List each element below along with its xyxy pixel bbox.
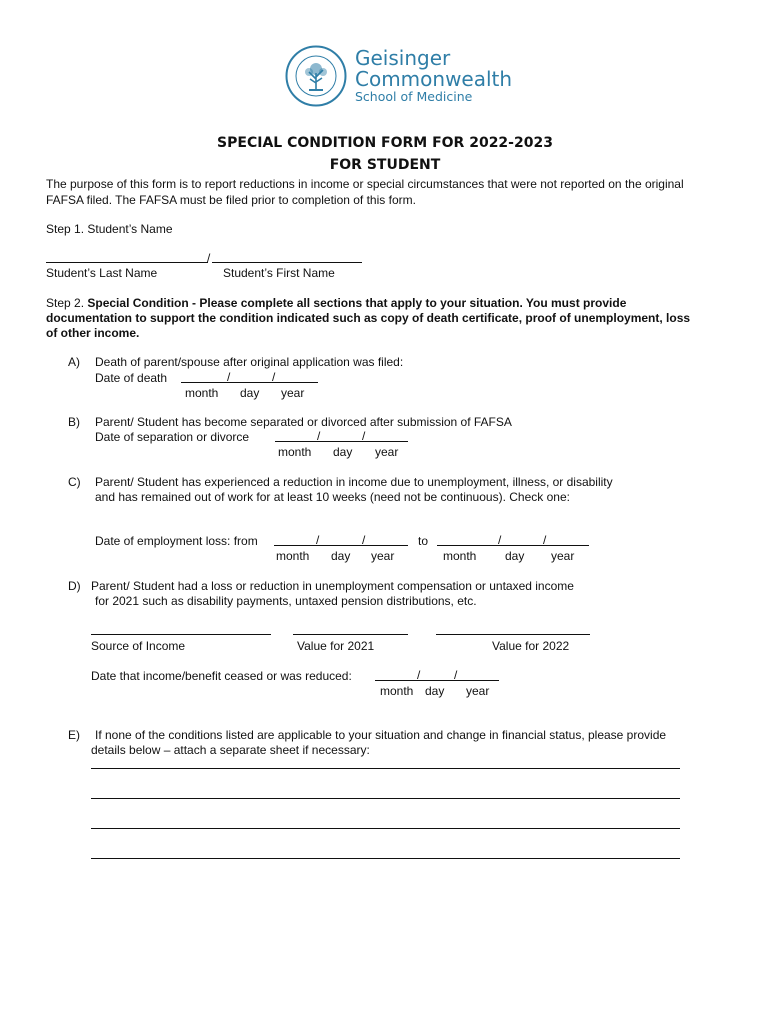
separation-date-field[interactable]	[275, 441, 408, 442]
month-label: month	[276, 549, 310, 563]
date-slash: /	[454, 668, 458, 682]
section-c-letter: C)	[68, 475, 81, 489]
loss-from-date-field[interactable]	[274, 545, 408, 546]
section-b-letter: B)	[68, 415, 80, 429]
school-seal-logo	[285, 45, 347, 107]
logo-name-line1: Geisinger	[355, 46, 451, 70]
value-2022-field[interactable]	[436, 634, 590, 635]
source-of-income-field[interactable]	[91, 634, 271, 635]
section-d-text1: Parent/ Student had a loss or reduction in unemployment compensation or untaxed income	[91, 579, 574, 593]
intro-line1: The purpose of this form is to report reductions in income or special circumstances that were not reported on the original	[46, 177, 684, 191]
date-slash: /	[227, 370, 231, 384]
section-b-text: Parent/ Student has become separated or divorced after submission of FAFSA	[95, 415, 512, 429]
month-label: month	[278, 445, 312, 459]
logo-name-line3: School of Medicine	[355, 89, 473, 104]
first-name-label: Student’s First Name	[223, 266, 335, 280]
year-label: year	[371, 549, 395, 563]
year-label: year	[375, 445, 399, 459]
section-c-text1: Parent/ Student has experienced a reduction in income due to unemployment, illness, or disability	[95, 475, 613, 489]
section-d-text2: for 2021 such as disability payments, untaxed pension distributions, etc.	[95, 594, 477, 608]
logo-name-line2: Commonwealth	[355, 67, 513, 91]
source-of-income-label: Source of Income	[91, 639, 186, 653]
day-label: day	[505, 549, 525, 563]
details-line-2[interactable]	[91, 798, 680, 799]
step2-line2: documentation to support the condition indicated such as copy of death certificate, proof of unemployment, loss	[46, 311, 691, 325]
date-slash: /	[417, 668, 421, 682]
value-2021-field[interactable]	[293, 634, 408, 635]
date-slash: /	[362, 533, 366, 547]
last-name-label: Student’s Last Name	[46, 266, 158, 280]
month-label: month	[185, 386, 219, 400]
form-title-line2: FOR STUDENT	[329, 157, 441, 173]
form-title-line1: SPECIAL CONDITION FORM FOR 2022-2023	[217, 135, 553, 151]
death-date-field[interactable]	[181, 382, 318, 383]
section-e-text2: details below – attach a separate sheet if necessary:	[91, 743, 370, 757]
year-label: year	[281, 386, 305, 400]
employment-loss-label: Date of employment loss: from	[95, 534, 258, 548]
section-c-text2: and has remained out of work for at least 10 weeks (need not be continuous). Check one:	[95, 490, 570, 504]
details-line-3[interactable]	[91, 828, 680, 829]
section-e-text1: If none of the conditions listed are applicable to your situation and change in financial status, please provide	[95, 728, 667, 742]
section-a-text: Death of parent/spouse after original application was filed:	[95, 355, 404, 369]
separation-date-label: Date of separation or divorce	[95, 430, 250, 444]
to-label: to	[418, 534, 429, 548]
day-label: day	[333, 445, 353, 459]
value-2021-label: Value for 2021	[297, 639, 375, 653]
date-slash: /	[498, 533, 502, 547]
details-line-4[interactable]	[91, 858, 680, 859]
month-label: month	[443, 549, 477, 563]
loss-to-date-field[interactable]	[437, 545, 589, 546]
section-e-letter: E)	[68, 728, 80, 742]
intro-line2: FAFSA filed. The FAFSA must be filed prior to completion of this form.	[46, 193, 416, 207]
date-slash: /	[543, 533, 547, 547]
details-line-1[interactable]	[91, 768, 680, 769]
section-a-letter: A)	[68, 355, 80, 369]
ceased-date-field[interactable]	[375, 680, 499, 681]
day-label: day	[331, 549, 351, 563]
step1-heading: Step 1. Student’s Name	[46, 222, 173, 236]
date-slash: /	[317, 429, 321, 443]
name-slash: /	[207, 251, 211, 265]
date-slash: /	[272, 370, 276, 384]
section-d-letter: D)	[68, 579, 81, 593]
value-2022-label: Value for 2022	[492, 639, 570, 653]
step2-line3: of other income.	[46, 326, 140, 340]
day-label: day	[425, 684, 445, 698]
first-name-field[interactable]	[212, 262, 362, 263]
year-label: year	[551, 549, 575, 563]
ceased-date-label: Date that income/benefit ceased or was reduced:	[91, 669, 352, 683]
step2-bold-line1: Special Condition - Please complete all sections that apply to your situation. You must provide	[87, 296, 627, 310]
step2-line1	[46, 295, 626, 311]
month-label: month	[380, 684, 414, 698]
year-label: year	[466, 684, 490, 698]
step2-prefix: Step 2.	[46, 296, 88, 310]
last-name-field[interactable]	[46, 262, 208, 263]
day-label: day	[240, 386, 260, 400]
date-slash: /	[316, 533, 320, 547]
date-slash: /	[362, 429, 366, 443]
death-date-label: Date of death	[95, 371, 168, 385]
